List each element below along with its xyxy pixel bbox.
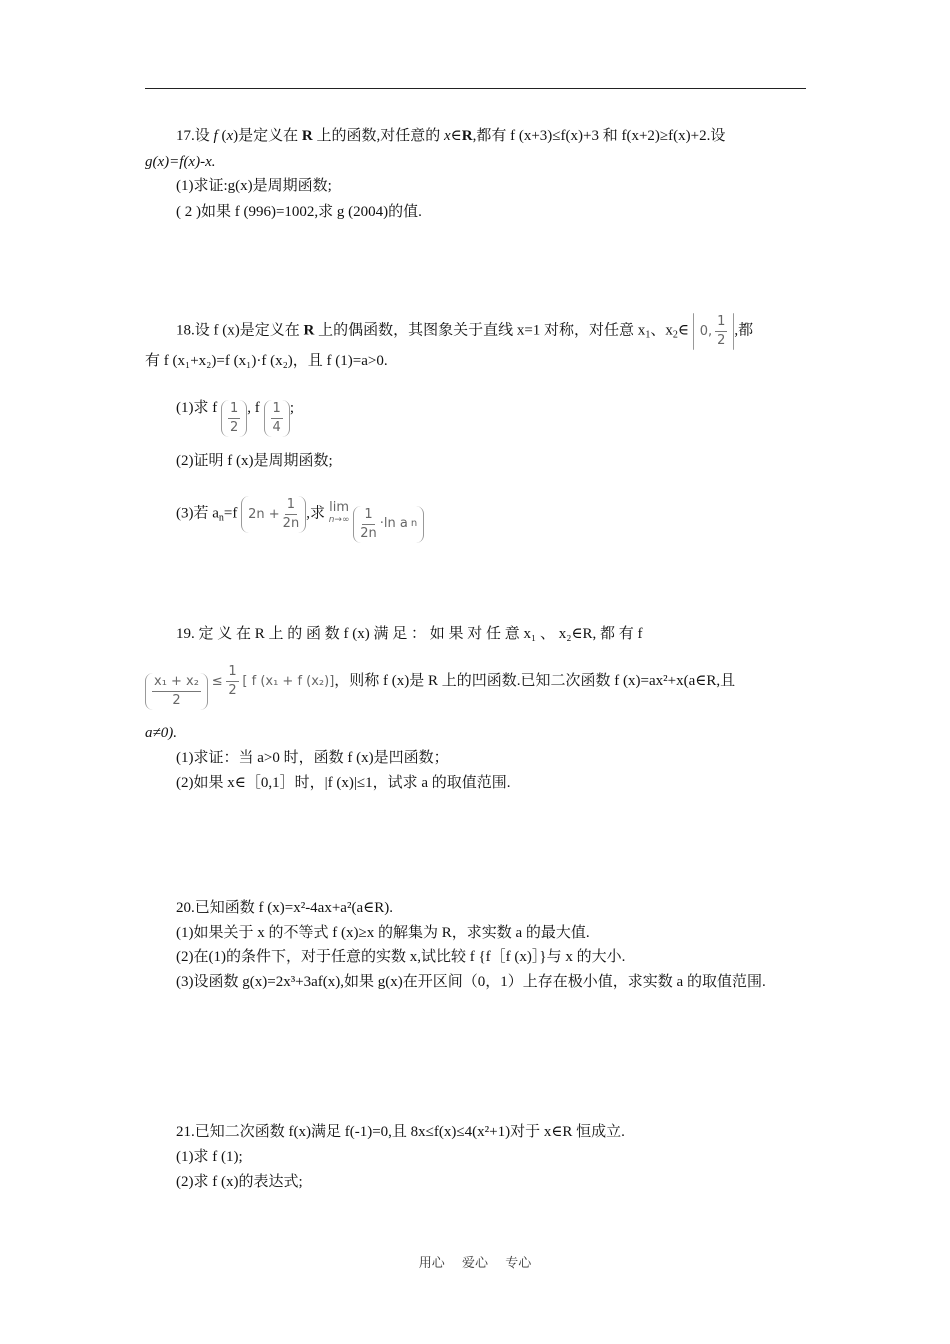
p20-question2: (2)在(1)的条件下，对于任意的实数 x,试比较 f {f［f (x)］}与 x 的大小. — [176, 949, 626, 965]
p17-question2: ( 2 )如果 f (996)=1002,求 g (2004)的值. — [176, 204, 422, 220]
interval-0-half: 0, $\frac{1}{2}$ — [693, 313, 735, 350]
p19-line2: $\frac{\text{x₁ + x₂}}{2}$ ≤ $\frac{1}{2}$ [ f (x₁ + f (x₂)]，则称 f (x)是 R 上的凹函数.已知二次函数 f (x)=ax²+x(a∈R,且 — [145, 665, 735, 710]
limit-operator: lim n→∞ — [328, 500, 350, 526]
p18-question3: (3)若 $a_n=f$ 2n + $\frac{1}{2n}$ ,求 lim n→∞ $\frac{1}{2n}$ ·ln a n — [176, 496, 424, 543]
p19-line1: 19. 定 义 在 R 上 的 函 数 f (x) 满 足 ： 如 果 对 任 意 x₁ 、 x₂∈R, 都 有 f — [176, 626, 643, 642]
p20-question3: (3)设函数 g(x)=2x³+3af(x),如果 g(x)在开区间（0，1）上存在极小值，求实数 a 的取值范围. — [176, 974, 766, 990]
p19-question1: (1)求证：当 a>0 时，函数 f (x)是凹函数； — [176, 750, 449, 766]
frac-one-quarter: $\frac{1}{4}$ — [264, 400, 290, 437]
p18-question1: (1)求 f $\frac{1}{2}$ , f $\frac{1}{4}$ ; — [176, 400, 294, 435]
p21-question1: (1)求 f (1); — [176, 1149, 243, 1165]
header-rule — [145, 88, 806, 89]
p19-line3: a≠0). — [145, 725, 177, 741]
p17-line2: g(x)=f(x)-x. — [145, 154, 216, 170]
limit-expression: $\frac{1}{2n}$ ·ln a n — [353, 506, 424, 543]
p20-question1: (1)如果关于 x 的不等式 f (x)≥x 的解集为 R，求实数 a 的最大值. — [176, 925, 590, 941]
p19-question2: (2)如果 x∈［0,1］时，|f (x)|≤1，试求 a 的取值范围. — [176, 775, 511, 791]
footer-text-1: 用心 — [418, 1255, 445, 1270]
footer-text-2: 爱心 — [461, 1255, 488, 1270]
frac-one-half: $\frac{1}{2}$ — [221, 400, 247, 437]
p17-question1: (1)求证:g(x)是周期函数; — [176, 178, 332, 194]
an-argument: 2n + $\frac{1}{2n}$ — [241, 496, 306, 533]
one-half: $\frac{1}{2}$ — [228, 664, 237, 698]
p17-line1: 17.设 f (x)是定义在 R 上的函数,对任意的 x∈R,都有 f (x+3)≤f(x)+3 和 f(x+2)≥f(x)+2.设 — [176, 128, 726, 144]
p21-line1: 21.已知二次函数 f(x)满足 f(-1)=0,且 8x≤f(x)≤4(x²+1)对于 x∈R 恒成立. — [176, 1124, 625, 1140]
page-footer — [0, 1252, 950, 1271]
p18-line1: 18.设 f (x)是定义在 R 上的偶函数，其图象关于直线 x=1 对称，对任意 $x_1$、$x_2\in$ 0, $\frac{1}{2}$ ,都 — [176, 314, 754, 348]
p18-question2: (2)证明 f (x)是周期函数; — [176, 453, 333, 469]
midpoint-fraction: $\frac{\text{x₁ + x₂}}{2}$ — [145, 673, 208, 710]
p20-line1: 20.已知函数 f (x)=x²-4ax+a²(a∈R). — [176, 900, 393, 916]
footer-text-3: 专心 — [505, 1255, 532, 1270]
p18-line2: 有 f (x₁+x₂)=f (x₁)·f (x₂)，且 f (1)=a>0. — [145, 353, 388, 369]
p21-question2: (2)求 f (x)的表达式; — [176, 1174, 303, 1190]
